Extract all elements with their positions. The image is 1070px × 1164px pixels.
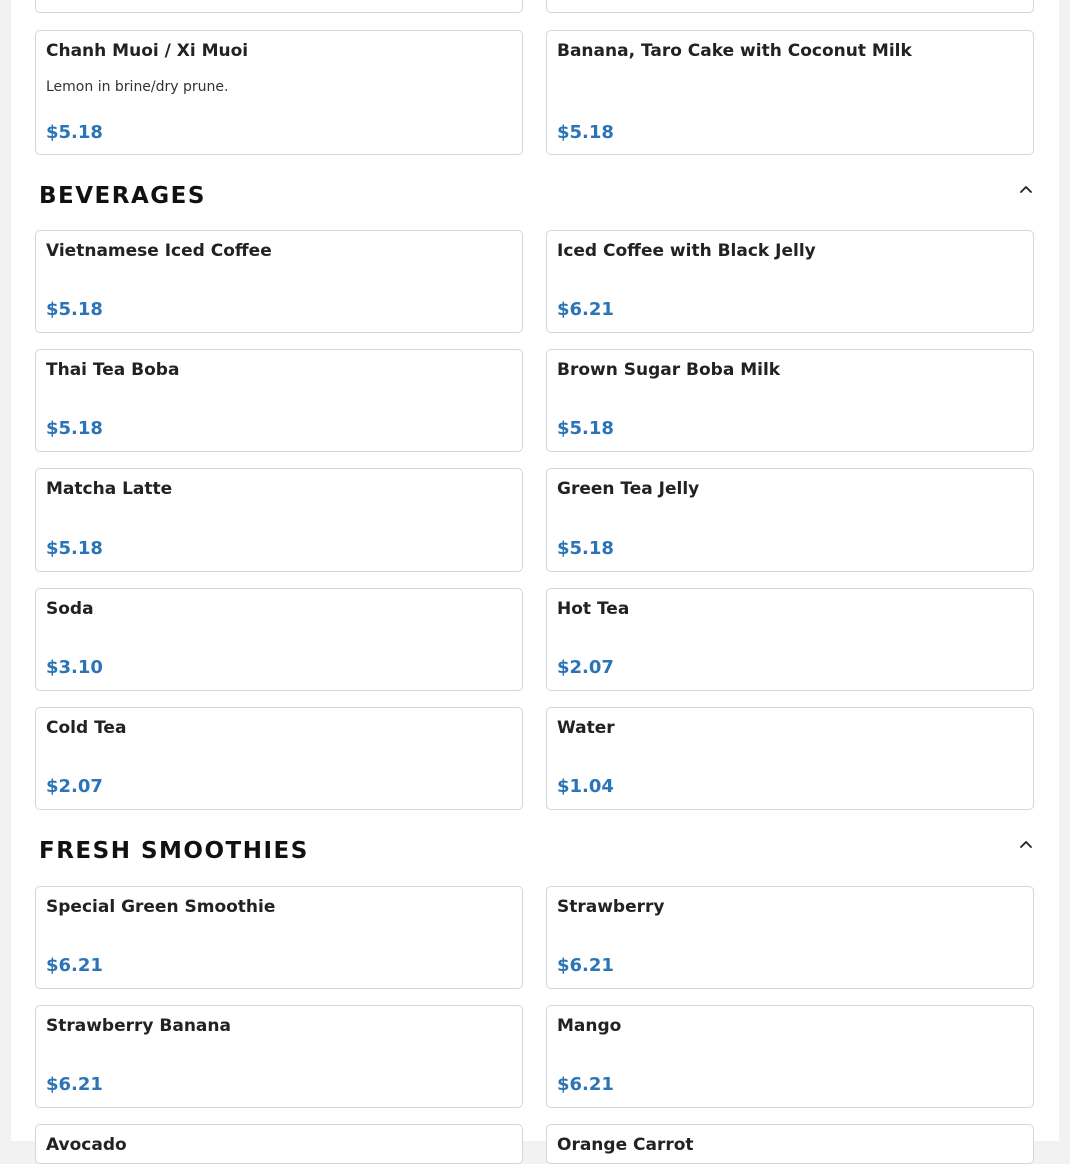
item-name: Brown Sugar Boba Milk <box>557 360 781 380</box>
item-price: $5.18 <box>557 122 614 143</box>
chevron-up-icon[interactable] <box>1019 182 1033 196</box>
item-price: $3.10 <box>46 657 103 678</box>
item-name: Strawberry Banana <box>46 1016 231 1036</box>
menu-item-card[interactable] <box>546 0 1034 13</box>
item-price: $2.07 <box>46 776 103 797</box>
menu-page <box>11 0 1059 1155</box>
item-price: $6.21 <box>557 955 614 976</box>
item-name: Vietnamese Iced Coffee <box>46 241 272 261</box>
menu-item-card[interactable] <box>35 230 523 333</box>
item-name: Strawberry <box>557 897 665 917</box>
item-description: Lemon in brine/dry prune. <box>46 79 229 95</box>
item-price: $6.21 <box>557 1074 614 1095</box>
item-name: Soda <box>46 599 94 619</box>
menu-item-card[interactable] <box>35 468 523 572</box>
menu-item-card[interactable] <box>35 1005 523 1108</box>
menu-item-card[interactable] <box>35 588 523 691</box>
menu-item-card[interactable] <box>546 886 1034 989</box>
item-price: $6.21 <box>46 1074 103 1095</box>
item-name: Avocado <box>46 1135 127 1155</box>
item-name: Water <box>557 718 615 738</box>
menu-item-card[interactable] <box>35 886 523 989</box>
menu-item-card[interactable] <box>546 1124 1034 1164</box>
item-name: Chanh Muoi / Xi Muoi <box>46 41 249 61</box>
menu-item-card[interactable] <box>546 468 1034 572</box>
item-price: $5.18 <box>46 538 103 559</box>
item-price: $5.18 <box>46 418 103 439</box>
item-name: Mango <box>557 1016 622 1036</box>
item-name: Special Green Smoothie <box>46 897 276 917</box>
item-price: $6.21 <box>46 955 103 976</box>
menu-item-card[interactable] <box>546 30 1034 155</box>
item-price: $5.18 <box>557 538 614 559</box>
item-price: $5.18 <box>46 299 103 320</box>
chevron-up-icon[interactable] <box>1019 837 1033 851</box>
menu-item-card[interactable] <box>35 0 523 13</box>
item-name: Cold Tea <box>46 718 127 738</box>
item-name: Iced Coffee with Black Jelly <box>557 241 816 261</box>
menu-item-card[interactable] <box>546 230 1034 333</box>
item-name: Hot Tea <box>557 599 630 619</box>
menu-item-card[interactable] <box>546 707 1034 810</box>
item-name: Thai Tea Boba <box>46 360 180 380</box>
item-price: $1.04 <box>557 776 614 797</box>
item-price: $5.18 <box>557 418 614 439</box>
item-price: $6.21 <box>557 299 614 320</box>
item-name: Matcha Latte <box>46 479 173 499</box>
section-title-beverages: BEVERAGES <box>39 183 206 209</box>
item-name: Orange Carrot <box>557 1135 694 1155</box>
item-name: Banana, Taro Cake with Coconut Milk <box>557 41 912 61</box>
menu-item-card[interactable] <box>546 349 1034 452</box>
menu-item-card[interactable] <box>546 588 1034 691</box>
menu-item-card[interactable] <box>35 30 523 155</box>
menu-item-card[interactable] <box>546 1005 1034 1108</box>
item-price: $2.07 <box>557 657 614 678</box>
menu-item-card[interactable] <box>35 349 523 452</box>
item-price: $5.18 <box>46 122 103 143</box>
menu-item-card[interactable] <box>35 707 523 810</box>
section-title-smoothies: FRESH SMOOTHIES <box>39 838 309 864</box>
item-name: Green Tea Jelly <box>557 479 700 499</box>
menu-item-card[interactable] <box>35 1124 523 1164</box>
